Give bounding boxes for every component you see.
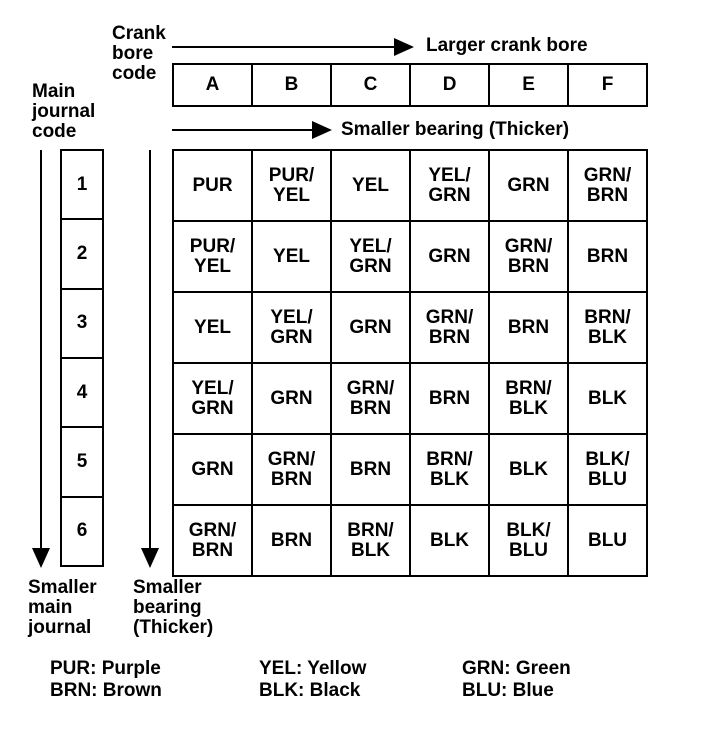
bearing-color-cell: BLU bbox=[568, 505, 647, 576]
grid-row bbox=[173, 363, 647, 434]
legend-brown: BRN: Brown bbox=[50, 680, 162, 701]
bore-code-cell: F bbox=[568, 64, 647, 106]
main-journal-code-column bbox=[60, 149, 104, 567]
legend-green: GRN: Green bbox=[462, 658, 571, 679]
bearing-color-cell: YEL bbox=[252, 221, 331, 292]
legend-yellow: YEL: Yellow bbox=[259, 658, 367, 679]
bearing-color-cell: GRN/ BRN bbox=[410, 292, 489, 363]
bore-code-cell: D bbox=[410, 64, 489, 106]
grid-row bbox=[173, 434, 647, 505]
bearing-color-cell: GRN bbox=[173, 434, 252, 505]
smaller-bearing-bottom-label: Smaller bearing (Thicker) bbox=[133, 577, 214, 638]
bearing-color-cell: YEL/ GRN bbox=[173, 363, 252, 434]
bearing-color-cell: BRN/ BLK bbox=[489, 363, 568, 434]
journal-code-cell: 1 bbox=[61, 150, 103, 219]
bearing-color-cell: YEL/ GRN bbox=[331, 221, 410, 292]
main-journal-code-label: Main journal code bbox=[32, 81, 96, 142]
crank-bore-code-row bbox=[172, 63, 648, 107]
bearing-color-cell: BLK bbox=[568, 363, 647, 434]
bearing-color-cell: BRN bbox=[252, 505, 331, 576]
bearing-color-cell: PUR/ YEL bbox=[252, 150, 331, 221]
bearing-color-cell: BRN bbox=[410, 363, 489, 434]
journal-code-cell: 6 bbox=[61, 497, 103, 566]
bearing-color-cell: GRN/ BRN bbox=[331, 363, 410, 434]
bearing-color-cell: BRN bbox=[568, 221, 647, 292]
bore-code-cell: B bbox=[252, 64, 331, 106]
grid-row bbox=[173, 221, 647, 292]
bearing-color-cell: BLK/ BLU bbox=[489, 505, 568, 576]
bearing-color-cell: PUR/ YEL bbox=[173, 221, 252, 292]
journal-code-cell: 5 bbox=[61, 427, 103, 496]
bearing-color-cell: BRN bbox=[489, 292, 568, 363]
grid-row bbox=[173, 292, 647, 363]
journal-code-cell: 2 bbox=[61, 219, 103, 288]
smaller-bearing-vertical-arrow bbox=[149, 150, 151, 566]
bearing-color-cell: BLK bbox=[410, 505, 489, 576]
bearing-color-cell: BLK bbox=[489, 434, 568, 505]
smaller-bearing-arrow bbox=[172, 129, 330, 131]
bearing-color-grid bbox=[172, 149, 648, 577]
grid-row bbox=[173, 150, 647, 221]
bearing-color-cell: GRN bbox=[331, 292, 410, 363]
bearing-color-cell: BLK/ BLU bbox=[568, 434, 647, 505]
bearing-color-cell: YEL bbox=[173, 292, 252, 363]
bore-code-cell: E bbox=[489, 64, 568, 106]
legend-black: BLK: Black bbox=[259, 680, 361, 701]
bearing-color-cell: GRN/ BRN bbox=[173, 505, 252, 576]
grid-row bbox=[173, 505, 647, 576]
bearing-color-cell: BRN/ BLK bbox=[331, 505, 410, 576]
crank-bore-code-label: Crank bore code bbox=[112, 23, 166, 84]
bearing-color-cell: GRN/ BRN bbox=[568, 150, 647, 221]
legend-purple: PUR: Purple bbox=[50, 658, 161, 679]
bearing-color-cell: YEL bbox=[331, 150, 410, 221]
journal-code-cell: 3 bbox=[61, 289, 103, 358]
journal-code-cell: 4 bbox=[61, 358, 103, 427]
bearing-color-cell: BRN bbox=[331, 434, 410, 505]
bore-code-cell: A bbox=[173, 64, 252, 106]
larger-crank-bore-arrow bbox=[172, 46, 412, 48]
legend-blue: BLU: Blue bbox=[462, 680, 554, 701]
bearing-color-cell: GRN/ BRN bbox=[252, 434, 331, 505]
smaller-main-journal-label: Smaller main journal bbox=[28, 577, 97, 638]
bearing-color-cell: GRN bbox=[410, 221, 489, 292]
bearing-color-cell: BRN/ BLK bbox=[568, 292, 647, 363]
bearing-color-cell: GRN bbox=[489, 150, 568, 221]
bore-code-cell: C bbox=[331, 64, 410, 106]
bearing-color-cell: GRN/ BRN bbox=[489, 221, 568, 292]
larger-crank-bore-label: Larger crank bore bbox=[426, 35, 588, 56]
smaller-bearing-top-label: Smaller bearing (Thicker) bbox=[341, 119, 570, 140]
smaller-main-journal-arrow bbox=[40, 150, 42, 566]
bearing-color-cell: PUR bbox=[173, 150, 252, 221]
bearing-color-cell: BRN/ BLK bbox=[410, 434, 489, 505]
bearing-color-cell: GRN bbox=[252, 363, 331, 434]
bearing-color-cell: YEL/ GRN bbox=[252, 292, 331, 363]
bearing-color-cell: YEL/ GRN bbox=[410, 150, 489, 221]
